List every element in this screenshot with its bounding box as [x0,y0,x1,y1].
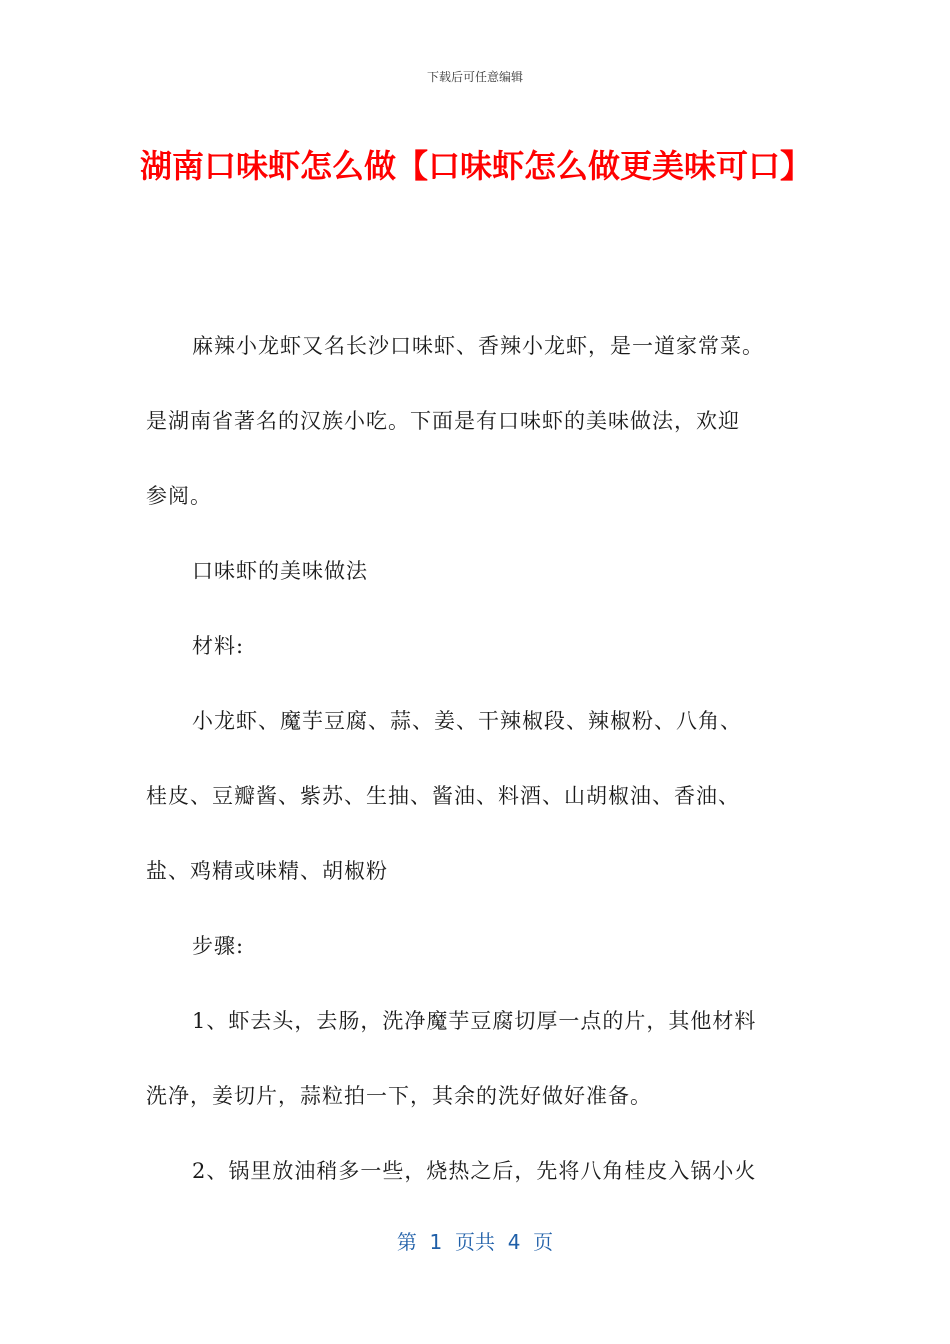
section-heading: 口味虾的美味做法 [192,559,368,583]
paragraph-line: 盐、鸡精或味精、胡椒粉 [146,859,388,883]
paragraph-line: 是湖南省著名的汉族小吃。下面是有口味虾的美味做法，欢迎 [146,409,740,433]
paragraph-line: 洗净，姜切片，蒜粒拍一下，其余的洗好做好准备。 [146,1084,652,1108]
steps-label: 步骤: [192,934,245,958]
paragraph-line: 2、锅里放油稍多一些，烧热之后，先将八角桂皮入锅小火 [192,1159,757,1183]
paragraph-line: 参阅。 [146,484,212,508]
paragraph-line: 桂皮、豆瓣酱、紫苏、生抽、酱油、料酒、山胡椒油、香油、 [146,784,740,808]
header-note: 下载后可任意编辑 [426,70,523,84]
paragraph-line: 小龙虾、魔芋豆腐、蒜、姜、干辣椒段、辣椒粉、八角、 [192,709,742,733]
page-footer: 第 1 页共 4 页 [396,1230,554,1254]
document-title: 湖南口味虾怎么做【口味虾怎么做更美味可口】 [140,147,813,185]
paragraph-line: 1、虾去头，去肠，洗净魔芋豆腐切厚一点的片，其他材料 [192,1009,757,1033]
materials-label: 材料: [192,634,245,658]
paragraph-line: 麻辣小龙虾又名长沙口味虾、香辣小龙虾，是一道家常菜。 [192,334,764,358]
